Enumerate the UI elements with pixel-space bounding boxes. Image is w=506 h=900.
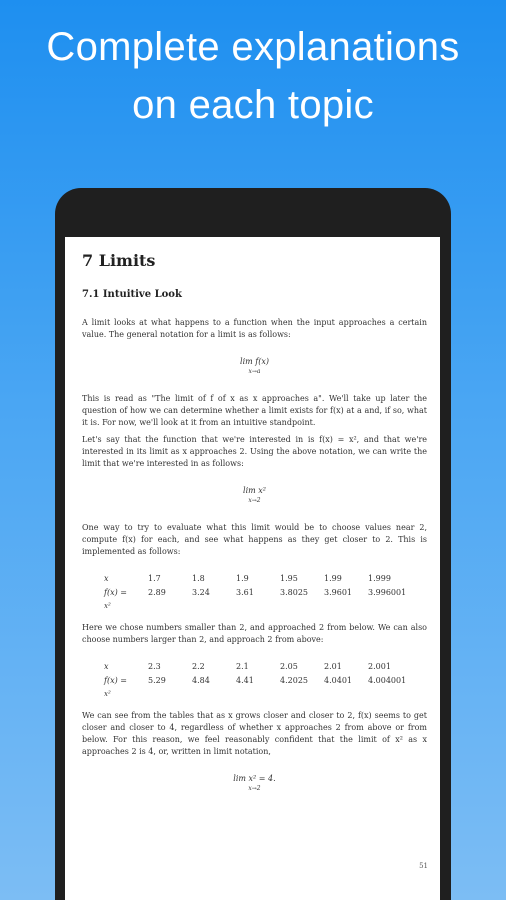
- math-subscript: x→2: [248, 497, 261, 504]
- math-limit-result: [82, 774, 427, 794]
- table-cell: x: [104, 574, 109, 583]
- table-row: [104, 660, 412, 674]
- table-cell: f(x) =: [104, 676, 127, 685]
- promo-headline: [0, 18, 506, 134]
- table-cell: 1.8: [192, 574, 205, 583]
- table-cell: x: [104, 662, 109, 671]
- math-subscript: x→a: [248, 368, 261, 375]
- math-subscript: x→2: [248, 785, 261, 792]
- math-expression: lim f(x): [240, 357, 269, 366]
- table-row: [104, 572, 412, 586]
- table-cell: 3.9601: [324, 588, 352, 597]
- table-cell: 2.1: [236, 662, 249, 671]
- paragraph-3: Let's say that the function that we're interested in is f(x) = x², and that we're interested in its limit as x approaches 2. Using the above notation, we can write the limit that we're interested in as follows:: [82, 435, 427, 468]
- table-cell: 2.01: [324, 662, 342, 671]
- paragraph-2: This is read as "The limit of f of x as x approaches a". We'll take up later the question of how we can determine whether a limit exists for f(x) at a and, if so, what it is. For now, we'll look at it from an intuitive standpoint.: [82, 394, 427, 427]
- paragraph-5: Here we chose numbers smaller than 2, and approached 2 from below. We can also choose numbers larger than 2, and approach 2 from above:: [82, 623, 427, 644]
- values-table-below: [104, 572, 412, 600]
- math-limit-x-squared: [82, 486, 427, 506]
- table-row: [104, 586, 412, 600]
- table-cell: 4.004001: [368, 676, 407, 685]
- table-cell: 1.999: [368, 574, 391, 583]
- table-cell: 2.05: [280, 662, 298, 671]
- book-page: [65, 237, 440, 794]
- table-cell: 2.89: [148, 588, 166, 597]
- math-expression: lim x² = 4.: [233, 774, 276, 783]
- math-expression: lim x²: [243, 486, 266, 495]
- chapter-title: 7 Limits: [82, 251, 156, 270]
- table-cell: 3.996001: [368, 588, 407, 597]
- table-cell: 4.2025: [280, 676, 308, 685]
- math-limit-notation: [82, 357, 427, 377]
- paragraph-4: One way to try to evaluate what this limit would be to choose values near 2, compute f(x) for each, and see what happens as they get closer to 2. This is implemented as follows:: [82, 523, 427, 556]
- page-number: 51: [419, 862, 428, 870]
- paragraph-1: A limit looks at what happens to a function when the input approaches a certain value. The general notation for a limit is as follows:: [82, 318, 427, 339]
- table-cell: 5.29: [148, 676, 166, 685]
- table-cell: 2.2: [192, 662, 205, 671]
- table-label-x-squared: x²: [104, 602, 111, 610]
- book-page-screen[interactable]: [65, 237, 440, 900]
- table-cell: 3.8025: [280, 588, 308, 597]
- table-cell: 1.99: [324, 574, 342, 583]
- table-cell: 2.3: [148, 662, 161, 671]
- table-cell: 4.41: [236, 676, 254, 685]
- table-cell: 1.95: [280, 574, 298, 583]
- table-cell: 2.001: [368, 662, 391, 671]
- headline-line-2: on each topic: [132, 83, 374, 127]
- table-cell: f(x) =: [104, 588, 127, 597]
- table-row: [104, 674, 412, 688]
- headline-line-1: Complete explanations: [46, 25, 460, 69]
- table-cell: 3.24: [192, 588, 210, 597]
- table-cell: 3.61: [236, 588, 254, 597]
- table-cell: 1.7: [148, 574, 161, 583]
- paragraph-6: We can see from the tables that as x grows closer and closer to 2, f(x) seems to get closer and closer to 4, regardless of whether x approaches 2 from above or from below. For this reason, we feel reasonably confident that the limit of x² as x approaches 2 is 4, or, written in limit notation,: [82, 711, 427, 756]
- table-cell: 4.0401: [324, 676, 352, 685]
- section-title: 7.1 Intuitive Look: [82, 289, 182, 300]
- table-label-x-squared: x²: [104, 690, 111, 698]
- table-cell: 1.9: [236, 574, 249, 583]
- values-table-above: [104, 660, 412, 688]
- table-cell: 4.84: [192, 676, 210, 685]
